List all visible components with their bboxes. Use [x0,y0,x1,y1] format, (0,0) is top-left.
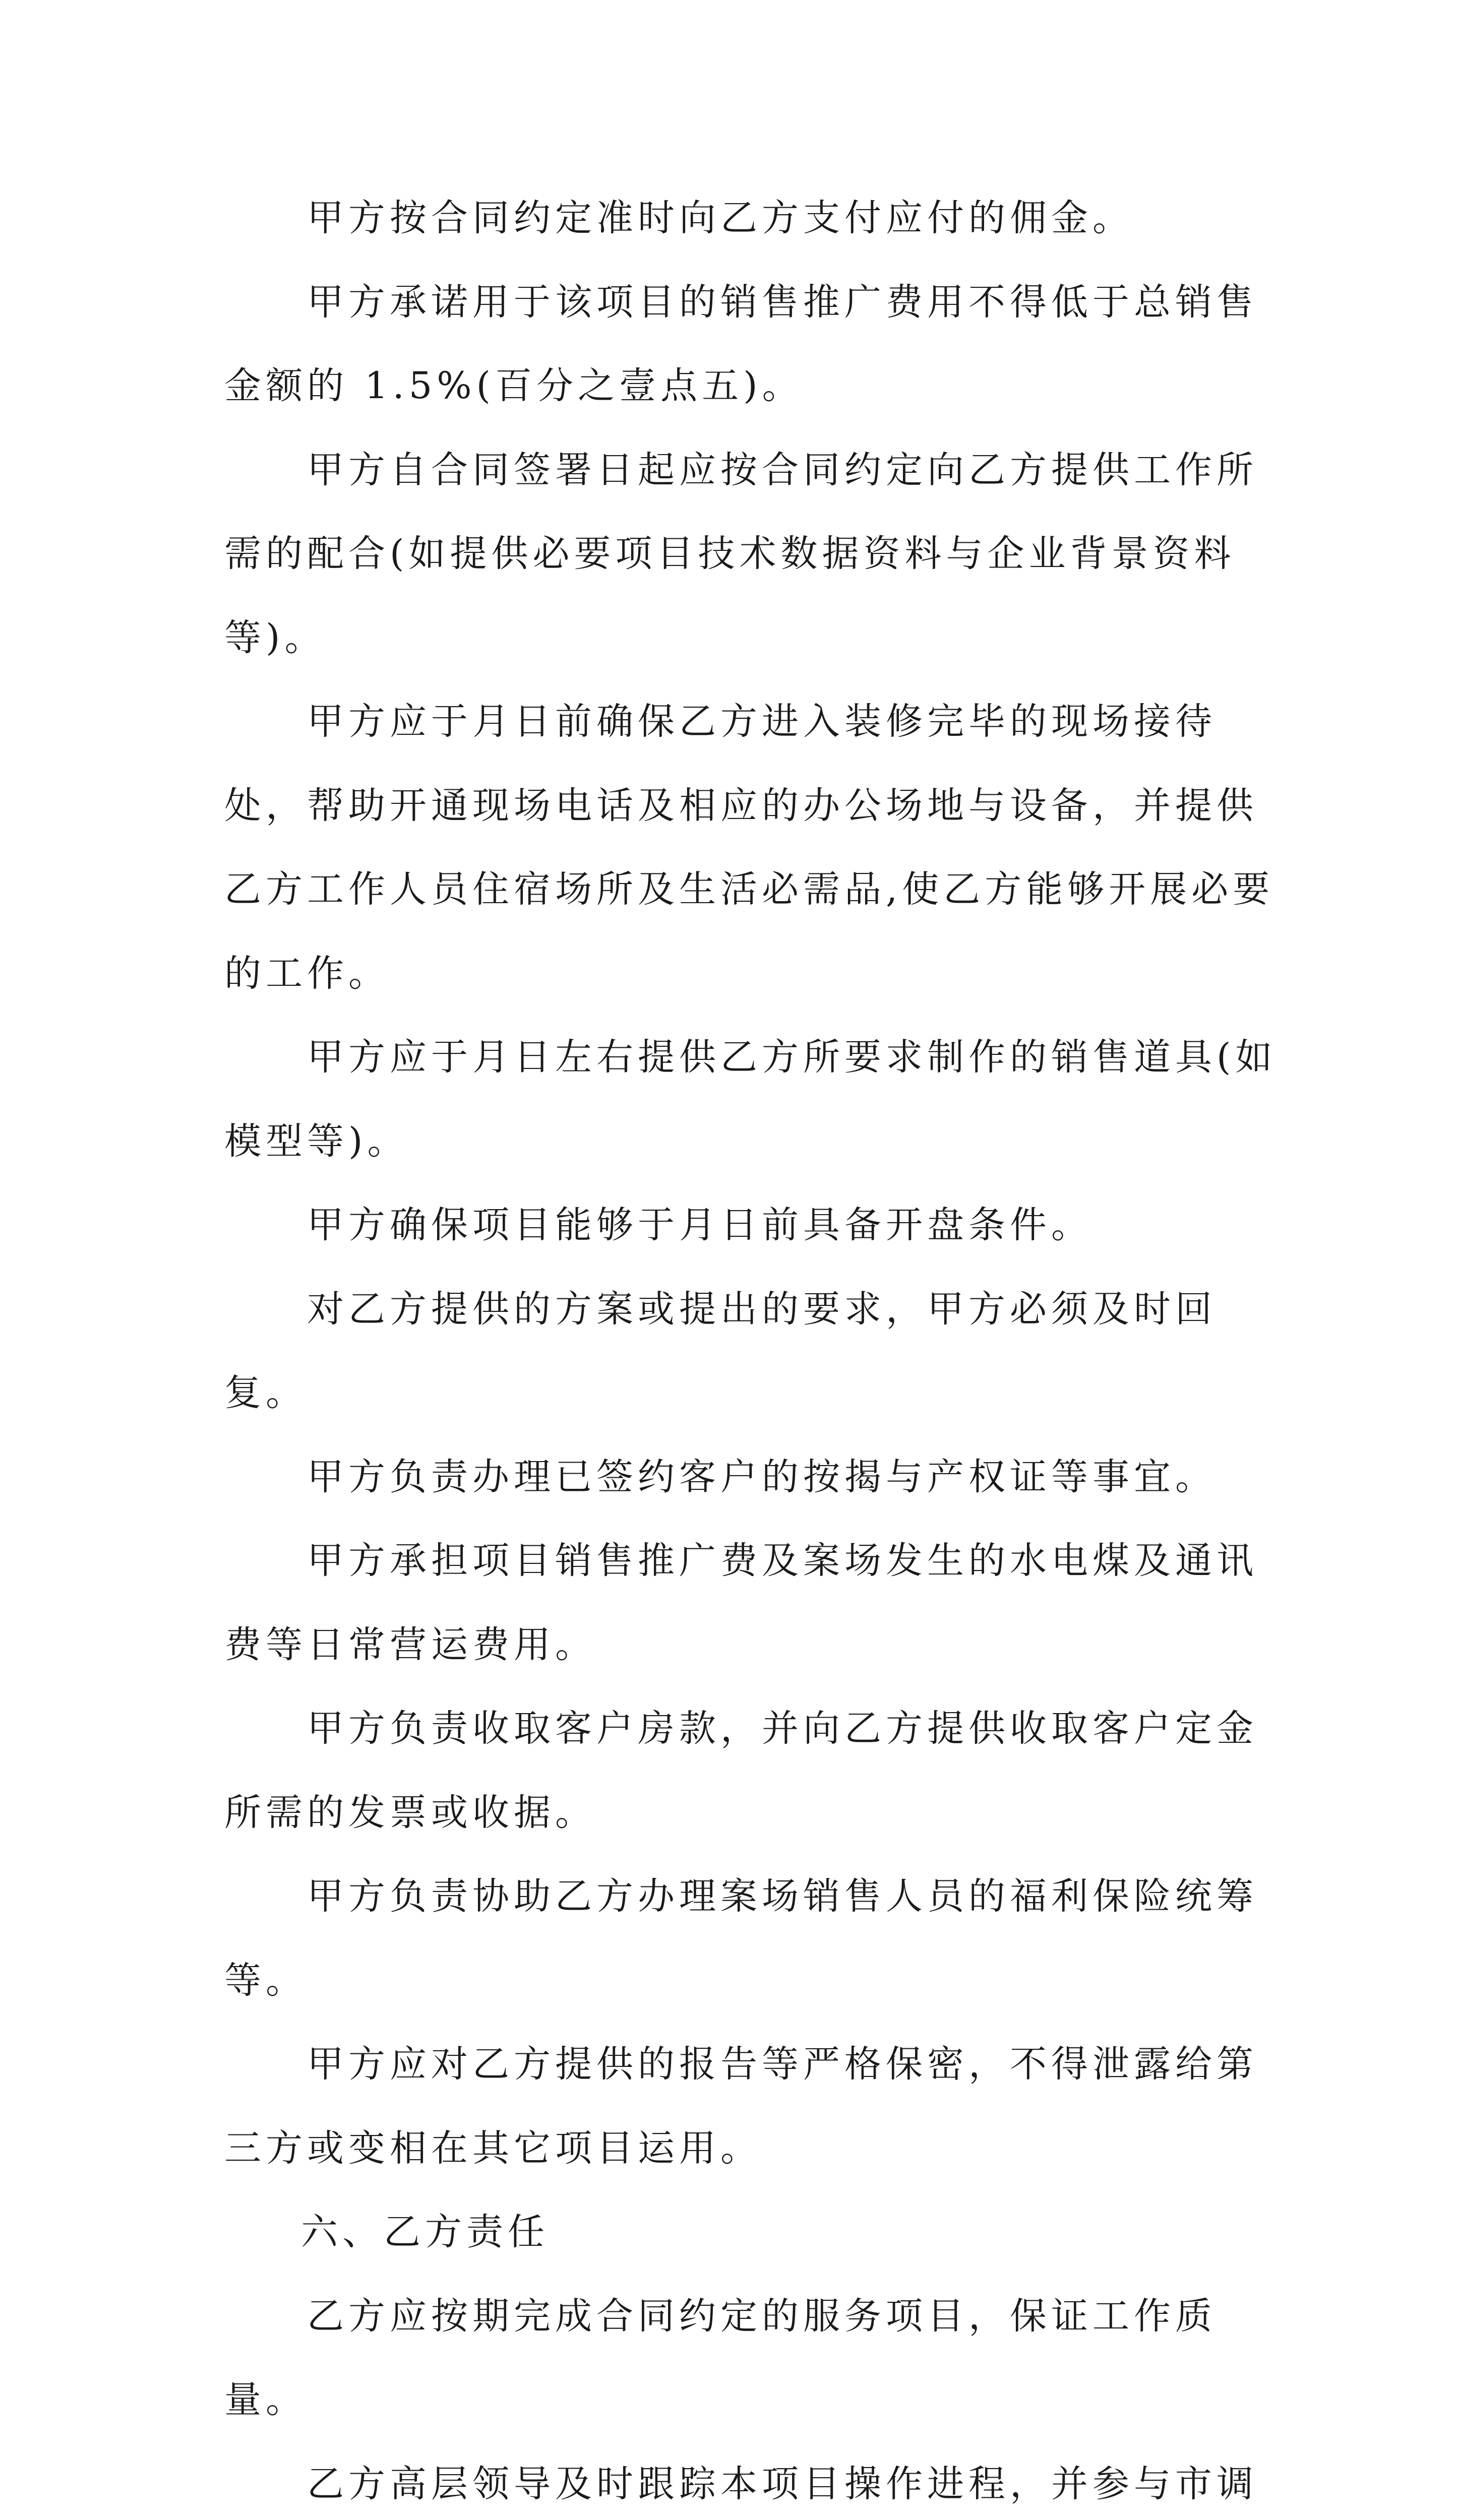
paragraph-site-reception: 甲方应于月日前确保乙方进入装修完毕的现场接待处，帮助开通现场电话及相应的办公场地与设备，并提供乙方工作人员住宿场所及生活必需品,使乙方能够开展必要的工作。 [224,680,1288,1016]
paragraph-payment-collection: 甲方负责收取客户房款，并向乙方提供收取客户定金所需的发票或收据。 [224,1687,1288,1855]
paragraph-confidentiality: 甲方应对乙方提供的报告等严格保密，不得泄露给第三方或变相在其它项目运用。 [224,2023,1288,2190]
paragraph-timely-reply: 对乙方提供的方案或提出的要求，甲方必须及时回复。 [224,1268,1288,1435]
paragraph-operating-costs: 甲方承担项目销售推广费及案场发生的水电煤及通讯费等日常营运费用。 [224,1519,1288,1687]
paragraph-commission-payment: 甲方按合同约定准时向乙方支付应付的佣金。 [224,176,1288,261]
paragraph-sales-props: 甲方应于月日左右提供乙方所要求制作的销售道具(如模型等)。 [224,1016,1288,1183]
paragraph-management-tracking: 乙方高层领导及时跟踪本项目操作进程，并参与市调 [224,2442,1288,2520]
document-body [224,176,1288,2520]
paragraph-cooperation-materials: 甲方自合同签署日起应按合同约定向乙方提供工作所需的配合(如提供必要项目技术数据资料与企业背景资料等)。 [224,428,1288,680]
section-heading-party-b-duties: 六、乙方责任 [224,2190,1288,2275]
paragraph-promotion-budget: 甲方承诺用于该项目的销售推广费用不得低于总销售金额的 1.5%(百分之壹点五)。 [224,261,1288,428]
paragraph-opening-conditions: 甲方确保项目能够于月日前具备开盘条件。 [224,1183,1288,1268]
paragraph-mortgage-deeds: 甲方负责办理已签约客户的按揭与产权证等事宜。 [224,1435,1288,1520]
paragraph-service-quality: 乙方应按期完成合同约定的服务项目，保证工作质量。 [224,2275,1288,2442]
paragraph-staff-insurance: 甲方负责协助乙方办理案场销售人员的福利保险统筹等。 [224,1855,1288,2023]
